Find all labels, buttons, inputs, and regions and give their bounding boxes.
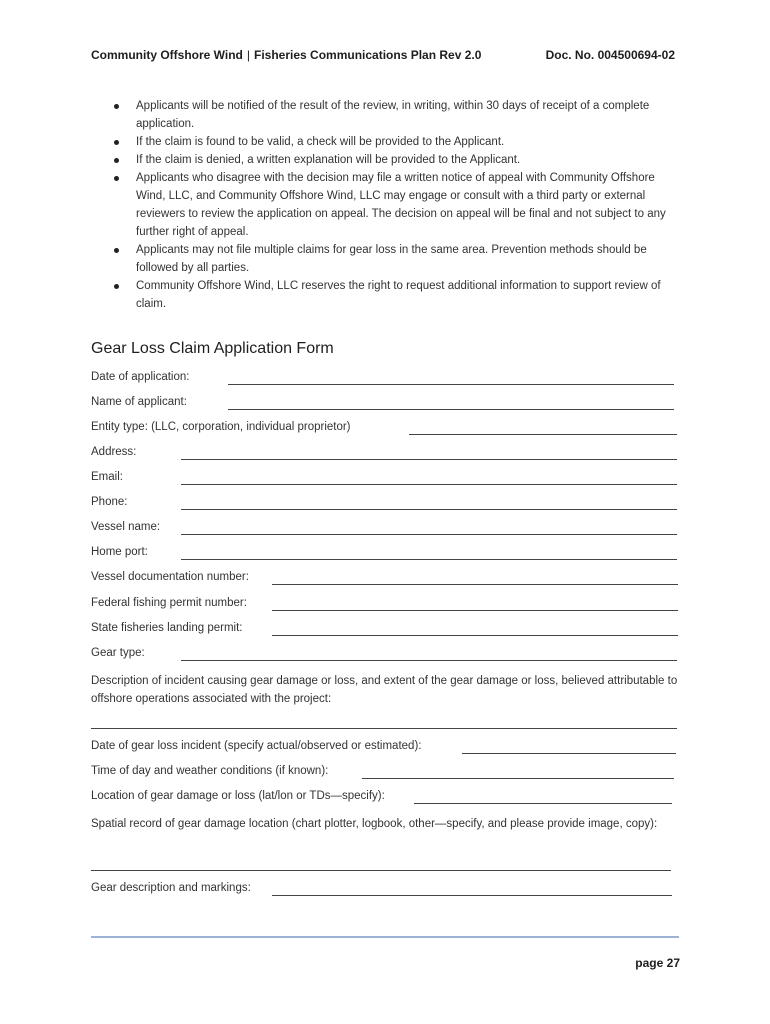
date-of-gear-loss-label: Date of gear loss incident (specify actual/observed or estimated): xyxy=(91,740,422,752)
location-of-gear-damage-field[interactable] xyxy=(414,803,672,804)
bullet-icon xyxy=(114,140,119,145)
form-title: Gear Loss Claim Application Form xyxy=(91,340,334,357)
gear-description-markings-label: Gear description and markings: xyxy=(91,882,251,894)
list-item xyxy=(110,169,680,241)
header-subtitle: Fisheries Communications Plan Rev 2.0 xyxy=(254,48,482,62)
header-title xyxy=(91,48,481,62)
vessel-name-label: Vessel name: xyxy=(91,521,161,533)
list-item xyxy=(110,97,680,133)
date-of-application-label: Date of application: xyxy=(91,371,190,383)
phone-label: Phone: xyxy=(91,496,128,508)
home-port-field[interactable] xyxy=(181,559,677,560)
claim-rules-list xyxy=(110,97,680,313)
email-field[interactable] xyxy=(181,484,677,485)
list-item-text: Community Offshore Wind, LLC reserves the right to request additional information to support review of claim. xyxy=(136,280,661,310)
spatial-record-label: Spatial record of gear damage location (chart plotter, logbook, other—specify, and please provide image, copy): xyxy=(91,818,658,830)
entity-type-field[interactable] xyxy=(409,434,677,435)
description-of-incident-field[interactable] xyxy=(91,728,677,729)
email-label: Email: xyxy=(91,471,123,483)
name-of-applicant-field[interactable] xyxy=(228,409,674,410)
list-item xyxy=(110,241,680,277)
vessel-documentation-number-label: Vessel documentation number: xyxy=(91,571,249,583)
list-item xyxy=(110,277,680,313)
gear-type-field[interactable] xyxy=(181,660,677,661)
bullet-icon xyxy=(114,104,119,109)
time-weather-label: Time of day and weather conditions (if known): xyxy=(91,765,329,777)
list-item xyxy=(110,151,680,169)
name-of-applicant-label: Name of applicant: xyxy=(91,396,187,408)
federal-fishing-permit-label: Federal fishing permit number: xyxy=(91,597,247,609)
header-doc-number: Doc. No. 004500694-02 xyxy=(545,48,675,62)
bullet-icon xyxy=(114,248,119,253)
header-company: Community Offshore Wind xyxy=(91,48,243,62)
address-field[interactable] xyxy=(181,459,677,460)
date-of-application-field[interactable] xyxy=(228,384,674,385)
list-item-text: If the claim is found to be valid, a check will be provided to the Applicant. xyxy=(136,136,505,148)
vessel-name-field[interactable] xyxy=(181,534,677,535)
vessel-documentation-number-field[interactable] xyxy=(272,584,678,585)
date-of-gear-loss-field[interactable] xyxy=(462,753,676,754)
list-item-text: Applicants may not file multiple claims for gear loss in the same area. Prevention methods should be followed by all parties. xyxy=(136,244,647,274)
federal-fishing-permit-field[interactable] xyxy=(272,610,678,611)
page-header xyxy=(91,48,675,66)
state-fisheries-landing-permit-label: State fisheries landing permit: xyxy=(91,622,243,634)
footer-divider xyxy=(91,936,679,938)
bullet-icon xyxy=(114,284,119,289)
spatial-record-field[interactable] xyxy=(91,870,671,871)
entity-type-label: Entity type: (LLC, corporation, individual proprietor) xyxy=(91,421,351,433)
list-item xyxy=(110,133,680,151)
gear-type-label: Gear type: xyxy=(91,647,145,659)
page-number: page 27 xyxy=(635,956,680,970)
bullet-icon xyxy=(114,158,119,163)
list-item-text: Applicants will be notified of the result of the review, in writing, within 30 days of receipt of a complete application. xyxy=(136,100,650,130)
list-item-text: Applicants who disagree with the decision may file a written notice of appeal with Community Offshore Wind, LLC, and Community Offshore Wind, LLC may engage or consult with a third party or external reviewers to review the application on appeal. The decision on appeal will be final and not subject to any further right of appeal. xyxy=(136,172,666,238)
bullet-icon xyxy=(114,176,119,181)
location-of-gear-damage-label: Location of gear damage or loss (lat/lon or TDs—specify): xyxy=(91,790,385,802)
gear-description-markings-field[interactable] xyxy=(272,895,672,896)
address-label: Address: xyxy=(91,446,137,458)
time-weather-field[interactable] xyxy=(362,778,674,779)
home-port-label: Home port: xyxy=(91,546,148,558)
phone-field[interactable] xyxy=(181,509,677,510)
header-separator: | xyxy=(246,48,251,62)
list-item-text: If the claim is denied, a written explanation will be provided to the Applicant. xyxy=(136,154,521,166)
description-of-incident-label: Description of incident causing gear damage or loss, and extent of the gear damage or loss, believed attributable to offshore operations associated with the project: xyxy=(91,675,678,705)
state-fisheries-landing-permit-field[interactable] xyxy=(272,635,678,636)
